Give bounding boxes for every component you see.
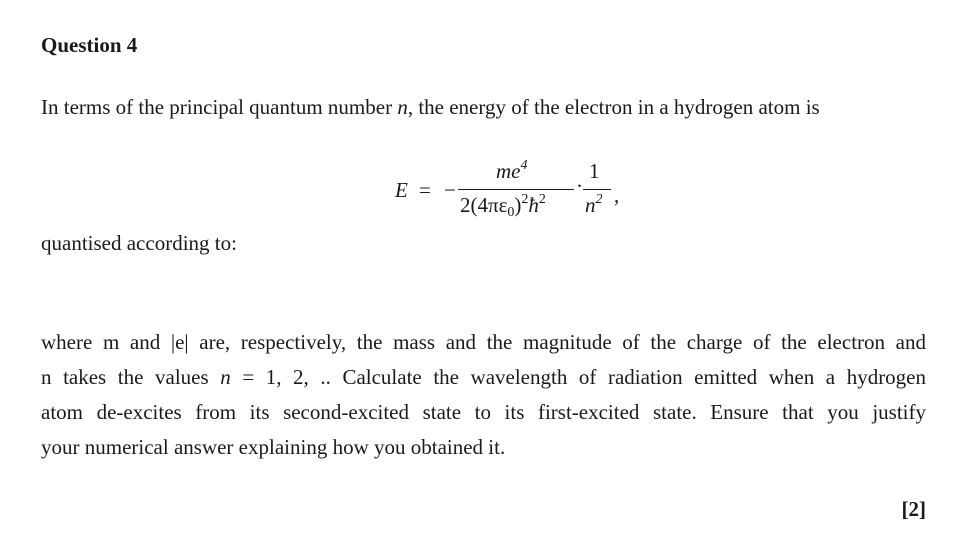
fraction-2-numerator: 1: [589, 159, 600, 183]
equation-minus: −: [444, 178, 456, 202]
equation-denominator: [460, 193, 546, 218]
fraction-2-denominator-base: n: [585, 193, 596, 217]
body-line-1: where m and |e| are, respectively, the mass and the magnitude of the charge of the electron and: [41, 330, 926, 354]
body-line-2: [41, 360, 926, 395]
intro-variable-n: n: [397, 95, 408, 119]
equation-trailing-comma: ,: [614, 183, 620, 207]
body-line-2-start: n takes the values: [41, 365, 221, 389]
intro-text-after: , the energy of the electron in a hydrogen atom is: [407, 95, 820, 119]
intro-text-before: In terms of the principal quantum number: [41, 95, 398, 119]
denominator-mid: ): [514, 193, 522, 217]
body-line-4: your numerical answer explaining how you obtained it.: [41, 435, 506, 459]
intro-paragraph: [41, 94, 820, 120]
fraction-bar-2: [583, 189, 611, 190]
body-variable-n: n: [220, 365, 231, 389]
body-line-2-end: = 1, 2, .. Calculate the wavelength of radiation emitted when a hydrogen: [230, 365, 927, 389]
denominator-exponent-2: 2: [538, 192, 546, 207]
denominator-exponent-1: 2: [521, 192, 529, 207]
denominator-prefix: 2(4πε: [460, 193, 508, 217]
equation-equals: =: [419, 178, 431, 202]
denominator-hbar: ħ: [528, 193, 539, 217]
equation-dot: ·: [576, 174, 583, 198]
body-line-3: atom de-excites from its second-excited state to its first-excited state. Ensure that you justify: [41, 400, 926, 424]
denominator-subscript: 0: [507, 205, 515, 220]
quantised-text: quantised according to:: [41, 231, 237, 255]
question-title: Question 4: [41, 33, 138, 57]
fraction-2-denominator-exponent: 2: [595, 192, 603, 207]
energy-equation: [392, 158, 632, 220]
numerator-base: me: [496, 159, 521, 183]
fraction-bar-1: [458, 189, 574, 190]
numerator-exponent: 4: [520, 158, 528, 173]
equation-numerator: [496, 159, 528, 184]
equation-lhs: E: [395, 178, 408, 202]
marks-badge: [2]: [901, 497, 926, 521]
fraction-2-denominator: [585, 193, 603, 218]
question-body: [41, 325, 926, 465]
